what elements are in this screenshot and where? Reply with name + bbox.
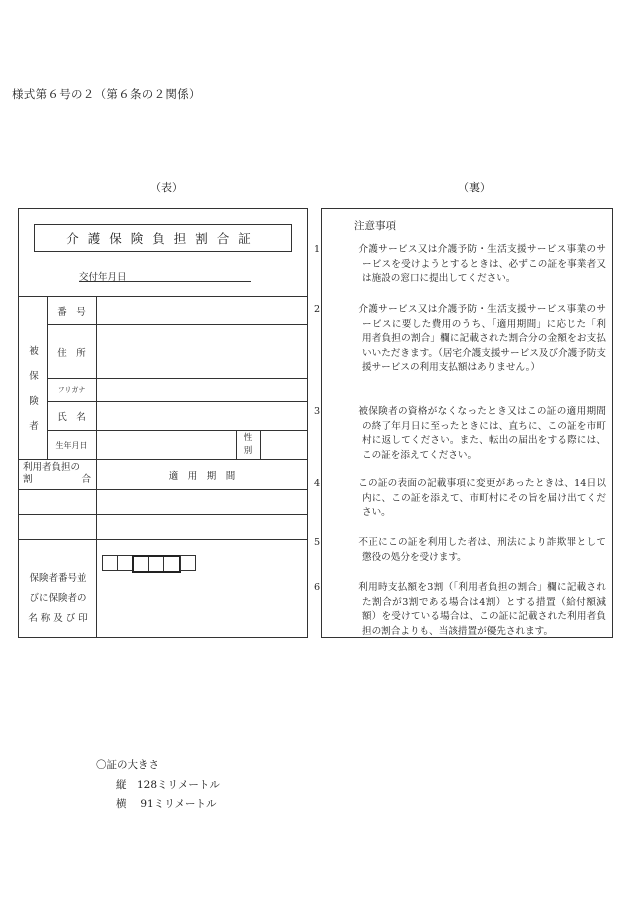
- digit-box: [148, 557, 164, 571]
- note-text: 介護サービス又は介護予防・生活支援サービス事業のサービスを受けようとするときは、必ずこの証を事業者又は施設の窓口に提出してください。: [358, 244, 606, 284]
- divider: [19, 539, 308, 540]
- divider: [47, 378, 308, 379]
- insurer-label: [23, 569, 93, 629]
- divider: [19, 296, 308, 297]
- issue-date-line: [79, 281, 251, 282]
- size-width: 横 91ミリメートル: [116, 798, 217, 810]
- insured-label-char: 険: [29, 396, 39, 407]
- note-text: 被保険者の資格がなくなったとき又はこの証の適用期間の終了年月日に至ったときには、直ちに、この証を市町村に返してください。また、転出の届出をする際には、この証を添えてください。: [358, 406, 606, 461]
- sex-label-char: 別: [243, 446, 253, 456]
- furigana-label: フリガナ: [57, 386, 86, 394]
- ratio-label-char: 割: [23, 474, 33, 485]
- note-item: [314, 405, 606, 463]
- back-side-label: （裏）: [458, 181, 491, 194]
- insurer-label-line: びに保険者の: [29, 593, 87, 604]
- digit-box: [102, 555, 118, 571]
- note-text: 介護サービス又は介護予防・生活支援サービス事業のサービスに要した費用のうち、「適用期間」に応じた「利用者負担の割合」欄に記載された割合分の金額をお支払いいただきます。（居宅介護支援サービス及び介護予防支援サービスの利用支払額はありません。）: [358, 304, 606, 373]
- divider: [47, 430, 308, 431]
- note-text: 利用時支払額を3割（「利用者負担の割合」欄に記載された割合が3割である場合は4割）とする措置（給付額減額）を受けている場合は、この証に記載された利用者負担の割合よりも、当該措置が優先されます。: [358, 582, 606, 637]
- digit-box: [180, 555, 196, 571]
- size-note: [96, 756, 220, 815]
- address-label: 住 所: [57, 348, 86, 359]
- digit-box: [133, 557, 149, 571]
- birthdate-label: 生年月日: [55, 441, 88, 450]
- note-number: 6: [314, 582, 321, 593]
- size-height: 縦 128ミリメートル: [116, 778, 220, 791]
- note-item: [314, 303, 606, 376]
- ratio-label-char: 合: [81, 474, 91, 485]
- digit-box-group: [132, 555, 181, 573]
- note-number: 2: [314, 304, 321, 315]
- divider: [260, 430, 261, 459]
- insurer-label-line: 保険者番号並: [29, 573, 87, 584]
- form-code: 様式第６号の２（第６条の２関係）: [12, 87, 201, 101]
- size-title: 〇証の大きさ: [96, 759, 159, 771]
- back-card: [314, 208, 613, 638]
- period-label: 適 用 期 間: [168, 471, 236, 482]
- note-number: 4: [314, 478, 321, 489]
- divider: [19, 489, 308, 490]
- number-label: 番 号: [57, 307, 86, 318]
- insurer-number-boxes: [103, 555, 196, 573]
- divider: [47, 324, 308, 325]
- front-side-label: （表）: [150, 181, 183, 194]
- divider: [47, 296, 48, 459]
- issue-date-label: 交付年月日: [79, 272, 127, 283]
- digit-box: [163, 557, 179, 571]
- note-item: [314, 581, 606, 639]
- note-number: 3: [314, 406, 321, 417]
- sex-label-char: 性: [243, 433, 253, 443]
- ratio-label-line: [23, 474, 91, 486]
- divider: [47, 401, 308, 402]
- note-text: この証の表面の記載事項に変更があったときは、14日以内に、この証を添えて、市町村にその旨を届け出てください。: [358, 478, 606, 518]
- insured-label: [28, 339, 40, 439]
- front-card: [18, 208, 308, 638]
- ratio-label-line: 利用者負担の: [23, 462, 81, 473]
- insured-label-char: 被: [29, 346, 39, 357]
- card-title: 介護保険負担割合証: [34, 224, 292, 252]
- digit-box: [117, 555, 133, 571]
- note-item: [314, 243, 606, 287]
- divider: [96, 296, 97, 638]
- divider: [19, 459, 308, 460]
- note-item: [314, 477, 606, 521]
- note-number: 5: [314, 537, 321, 548]
- ratio-label: [23, 462, 93, 486]
- name-label: 氏 名: [57, 412, 86, 423]
- note-item: [314, 536, 606, 565]
- note-text: 不正にこの証を利用した者は、刑法により詐欺罪として懲役の処分を受けます。: [358, 537, 606, 563]
- insurer-label-line: 名 称 及 び 印: [28, 613, 88, 624]
- sex-label: [236, 432, 260, 458]
- insured-label-char: 者: [29, 421, 39, 432]
- note-number: 1: [314, 244, 321, 255]
- insured-label-char: 保: [29, 371, 39, 382]
- notes-title: 注意事項: [354, 220, 396, 232]
- divider: [19, 514, 308, 515]
